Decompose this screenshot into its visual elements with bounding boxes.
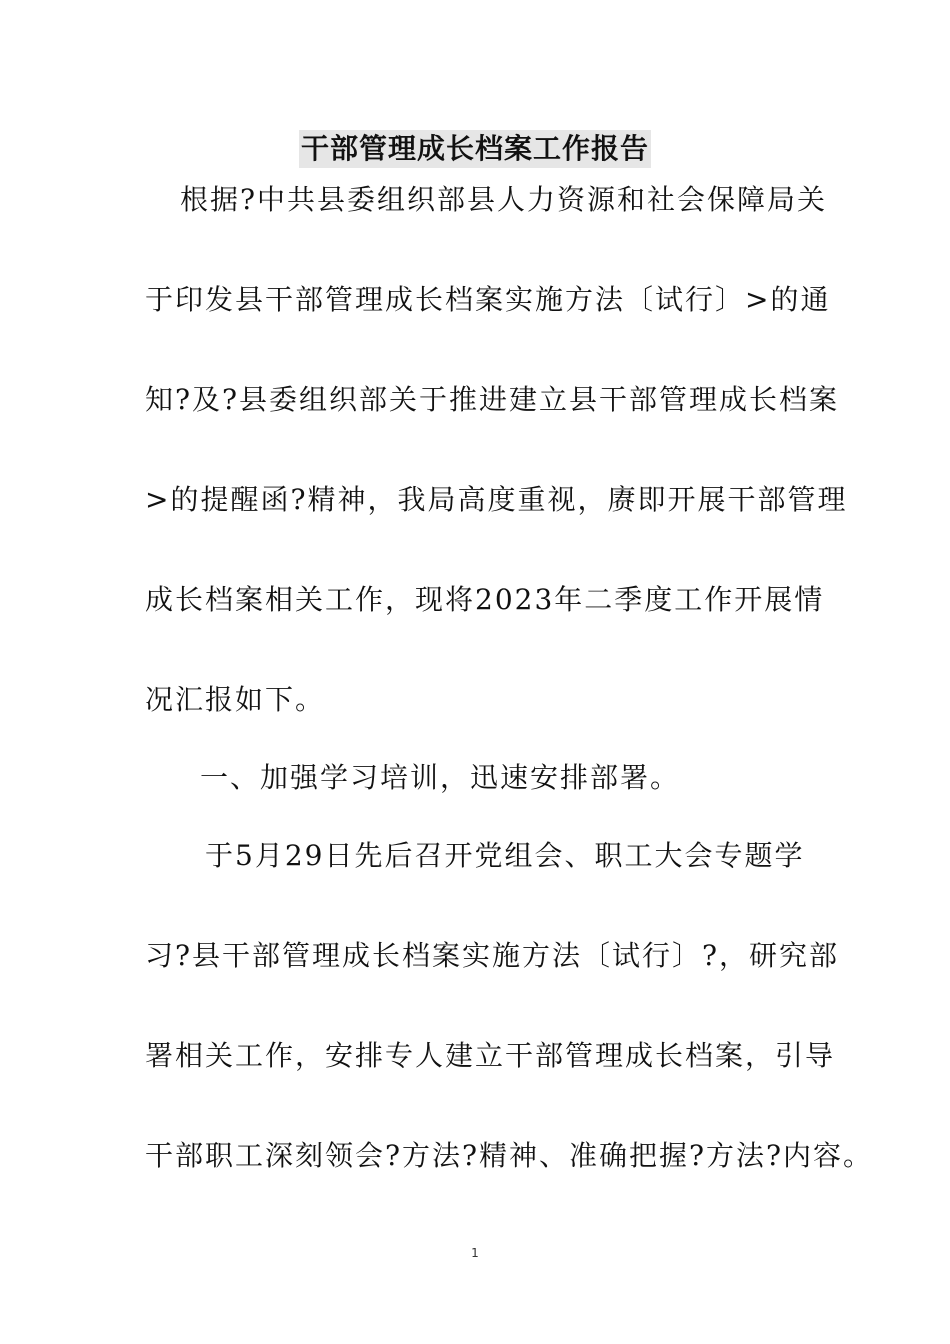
paragraph-1-line-4: >的提醒函?精神，我局高度重视，赓即开展干部管理	[145, 483, 848, 516]
paragraph-2-line-3: 署相关工作，安排专人建立干部管理成长档案，引导	[145, 1039, 836, 1072]
paragraph-1-line-1: 根据?中共县委组织部县人力资源和社会保障局关	[180, 183, 828, 216]
title-container	[0, 130, 950, 168]
paragraph-1-line-3: 知?及?县委组织部关于推进建立县干部管理成长档案	[145, 383, 840, 416]
paragraph-1-line-2: 于印发县干部管理成长档案实施方法〔试行〕>的通	[145, 283, 831, 316]
paragraph-2-line-1: 于5月29日先后召开党组会、职工大会专题学	[205, 839, 805, 872]
section-heading-1: 一、加强学习培训，迅速安排部署。	[200, 761, 681, 794]
paragraph-2-line-2: 习?县干部管理成长档案实施方法〔试行〕?，研究部	[145, 939, 840, 972]
paragraph-1-line-6: 况汇报如下。	[145, 683, 326, 716]
document-title: 干部管理成长档案工作报告	[299, 130, 651, 168]
paragraph-2-line-4: 干部职工深刻领会?方法?精神、准确把握?方法?内容。	[145, 1139, 874, 1172]
paragraph-1-line-5: 成长档案相关工作，现将2023年二季度工作开展情	[145, 583, 825, 616]
page-number: 1	[471, 1246, 479, 1260]
